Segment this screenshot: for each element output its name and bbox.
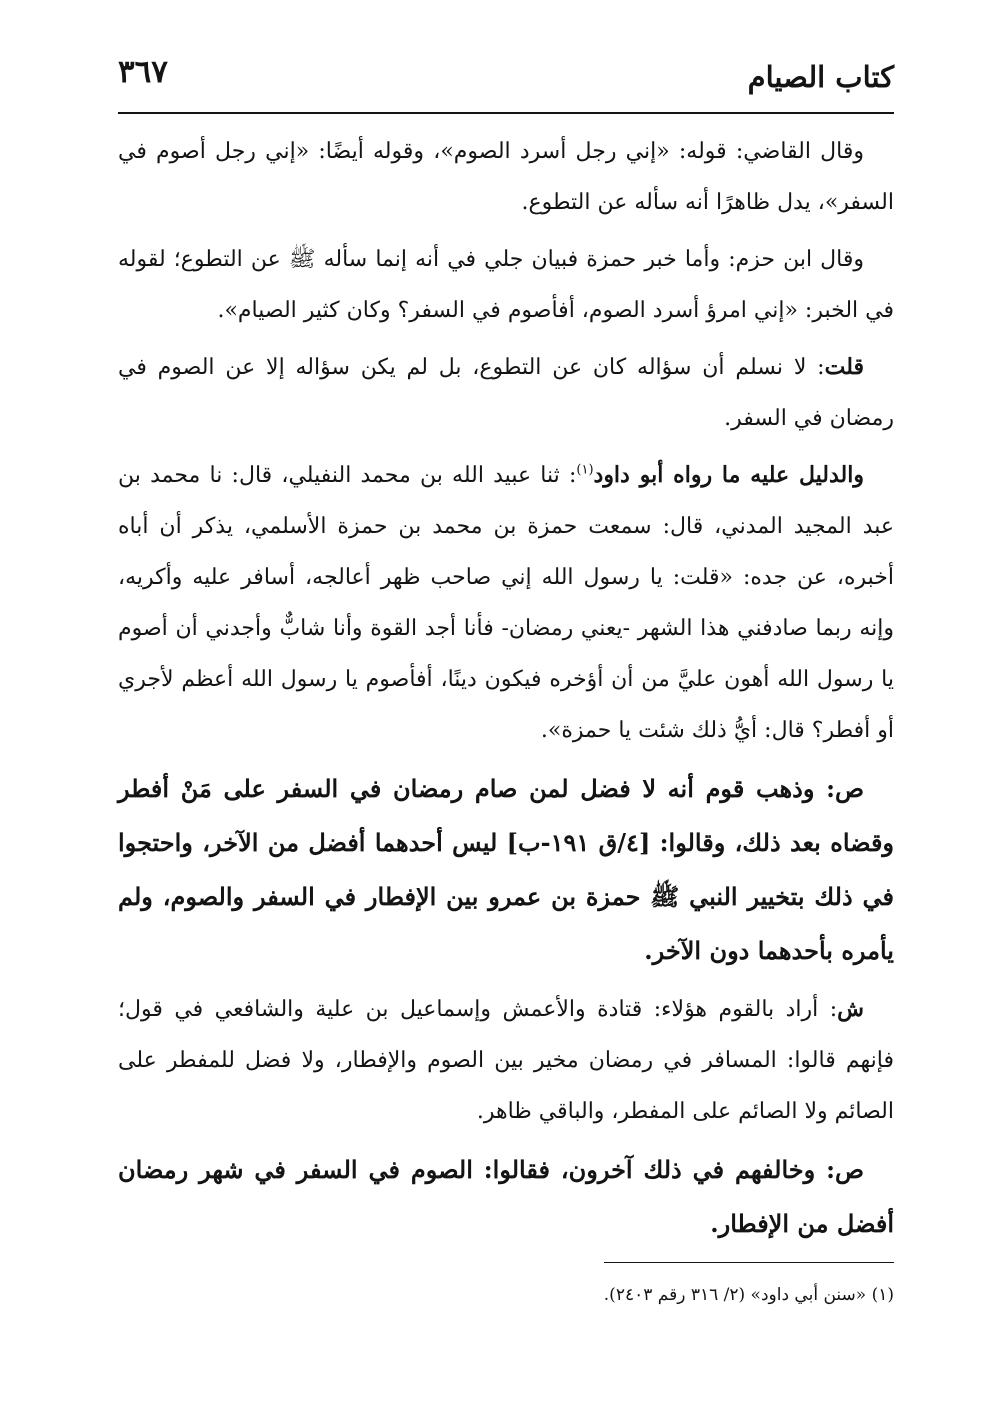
header-rule [118,112,894,114]
paragraph [118,1143,894,1251]
footnote: (١) «سنن أبي داود» (٢/ ٣١٦ رقم ٢٤٠٣). [603,1285,894,1305]
footnote-rule [604,1262,894,1263]
paragraph-text: : وذهب قوم أنه لا فضل لمن صام رمضان في السفر على مَنْ أفطر وقضاه بعد ذلك، وقالوا: [٤/ق ١٩١-ب] ليس أحدهما أفضل من الآخر، واحتجوا في ذلك بتخيير النبي ﷺ حمزة بن عمرو بين الإفطار في السفر والصوم، ولم يأمره بأحدهما دون الآخر. [118,774,895,965]
body-text [118,126,894,1257]
paragraph [118,342,894,444]
paragraph-text: : أراد بالقوم هؤلاء: قتادة والأعمش وإسماعيل بن علية والشافعي في قول؛ فإنهم قالوا: المسافر في رمضان مخير بين الصوم والإفطار، ولا فضل للمفطر على الصائم ولا الصائم على المفطر، والباقي ظاهر. [118,997,894,1124]
paragraph-lead: ش [837,996,864,1022]
paragraph-lead: ص [834,774,864,803]
book-title: كتاب الصيام [747,60,894,94]
paragraph-text: وقال القاضي: قوله: «إني رجل أسرد الصوم»، وقوله أيضًا: «إني رجل أصوم في السفر»، يدل ظاهرًا أنه سأله عن التطوع. [118,139,894,215]
page-number: ٣٦٧ [118,54,168,90]
paragraph-text: : ثنا عبيد الله بن محمد النفيلي، قال: نا محمد بن عبد المجيد المدني، قال: سمعت حمزة بن محمد بن حمزة الأسلمي، يذكر أن أباه أخبره، عن جده: «قلت: يا رسول الله إني صاحب ظهر أعالجه، أسافر عليه وأكريه، وإنه ربما صادفني هذا الشهر -يعني رمضان- فأنا أجد القوة وأنا شابٌّ وأجدني أن أصوم يا رسول الله أهون عليَّ من أن أؤخره فيكون دينًا، أفأصوم يا رسول الله أعظم لأجري أو أفطر؟ قال: أيُّ ذلك شئت يا حمزة». [118,463,895,743]
paragraph-text: : وخالفهم في ذلك آخرون، فقالوا: الصوم في السفر في شهر رمضان أفضل من الإفطار. [118,1155,894,1238]
paragraph-lead: ص [834,1155,864,1184]
paragraph [118,450,894,756]
paragraph [118,126,894,228]
paragraph [118,234,894,336]
paragraph-lead: والدليل عليه ما رواه أبو داود [593,462,864,488]
page-header [118,52,894,112]
paragraph [118,984,894,1137]
footnote-ref: (١) [576,462,594,478]
paragraph-lead: قلت [824,354,864,380]
paragraph-text: : لا نسلم أن سؤاله كان عن التطوع، بل لم يكن سؤاله إلا عن الصوم في رمضان في السفر. [118,355,894,431]
paragraph [118,762,894,978]
paragraph-text: وقال ابن حزم: وأما خبر حمزة فبيان جلي في أنه إنما سأله ﷺ عن التطوع؛ لقوله في الخبر: «إني امرؤ أسرد الصوم، أفأصوم في السفر؟ وكان كثير الصيام». [118,247,894,323]
